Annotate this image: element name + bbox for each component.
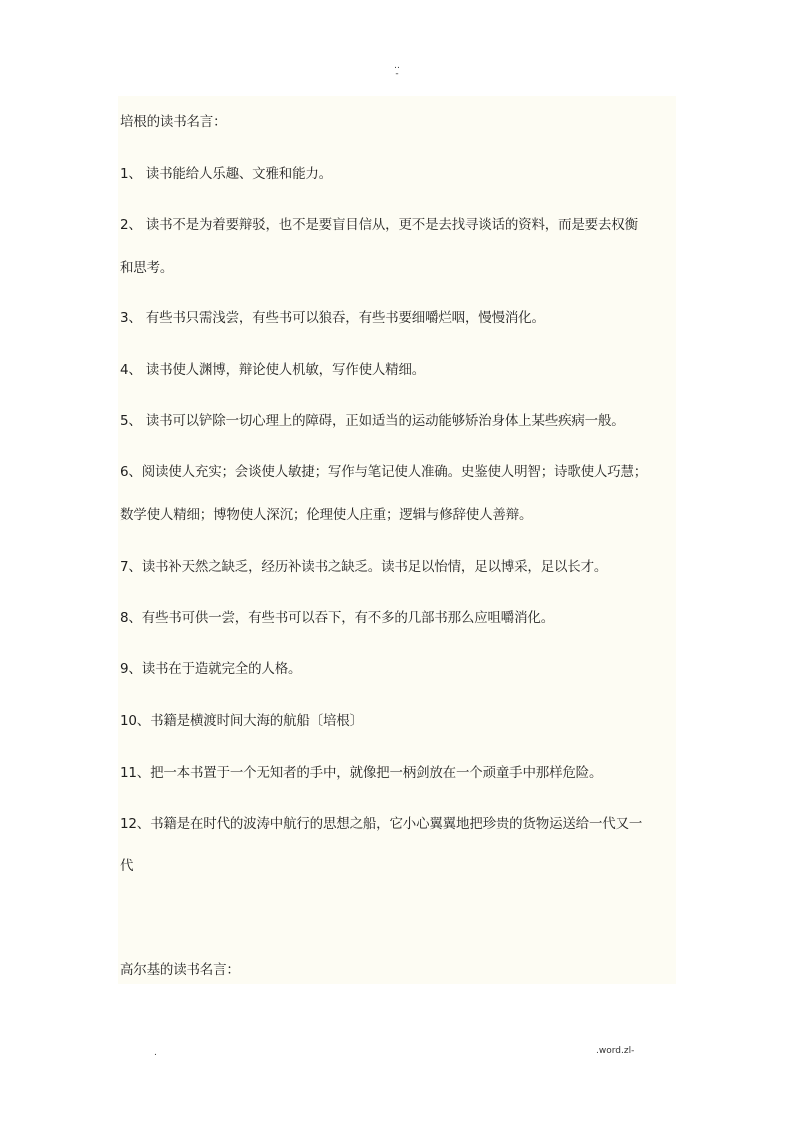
quote-line: 5、 读书可以铲除一切心理上的障碍，正如适当的运动能够矫治身体上某些疾病一般。 [120,413,625,429]
quote-line: 12、书籍是在时代的波涛中航行的思想之船，它小心翼翼地把珍贵的货物运送给一代又一 [120,816,643,832]
quote-line: 4、 读书使人渊博，辩论使人机敏，写作使人精细。 [120,362,426,378]
quote-line: 1、 读书能给人乐趣、文雅和能力。 [120,166,332,182]
footer-text: .word.zl- [596,1046,635,1056]
quote-line: 9、读书在于造就完全的人格。 [120,661,302,677]
header-mark-bottom: - [395,69,399,79]
quote-line: 7、读书补天然之缺乏，经历补读书之缺乏。读书足以怡情，足以博采，足以长才。 [120,559,608,575]
quote-line: 和思考。 [120,260,174,276]
footer-dot: . [154,1048,157,1058]
quote-line: 11、把一本书置于一个无知者的手中，就像把一柄剑放在一个顽童手中那样危险。 [120,765,603,781]
section-title-bacon: 培根的读书名言： [120,114,227,130]
section-title-gorky: 高尔基的读书名言： [120,962,240,978]
quote-line: 8、有些书可供一尝，有些书可以吞下，有不多的几部书那么应咀嚼消化。 [120,610,554,626]
header-mark [390,62,404,78]
quote-line: 6、阅读使人充实；会谈使人敏捷；写作与笔记使人准确。史鉴使人明智；诗歌使人巧慧； [120,464,648,480]
quote-line: 3、 有些书只需浅尝，有些书可以狼吞，有些书要细嚼烂咽，慢慢消化。 [120,310,545,326]
quote-line: 代 [120,858,134,874]
header-mark-top: .. [394,61,400,71]
document-body [118,96,676,984]
quote-line: 10、书籍是横渡时间大海的航船〔培根〕 [120,713,363,729]
quote-line: 2、 读书不是为着要辩驳，也不是要盲目信从，更不是去找寻谈话的资料，而是要去权衡 [120,217,638,233]
quote-line: 数学使人精细；博物使人深沉；伦理使人庄重；逻辑与修辞使人善辩。 [120,507,533,523]
